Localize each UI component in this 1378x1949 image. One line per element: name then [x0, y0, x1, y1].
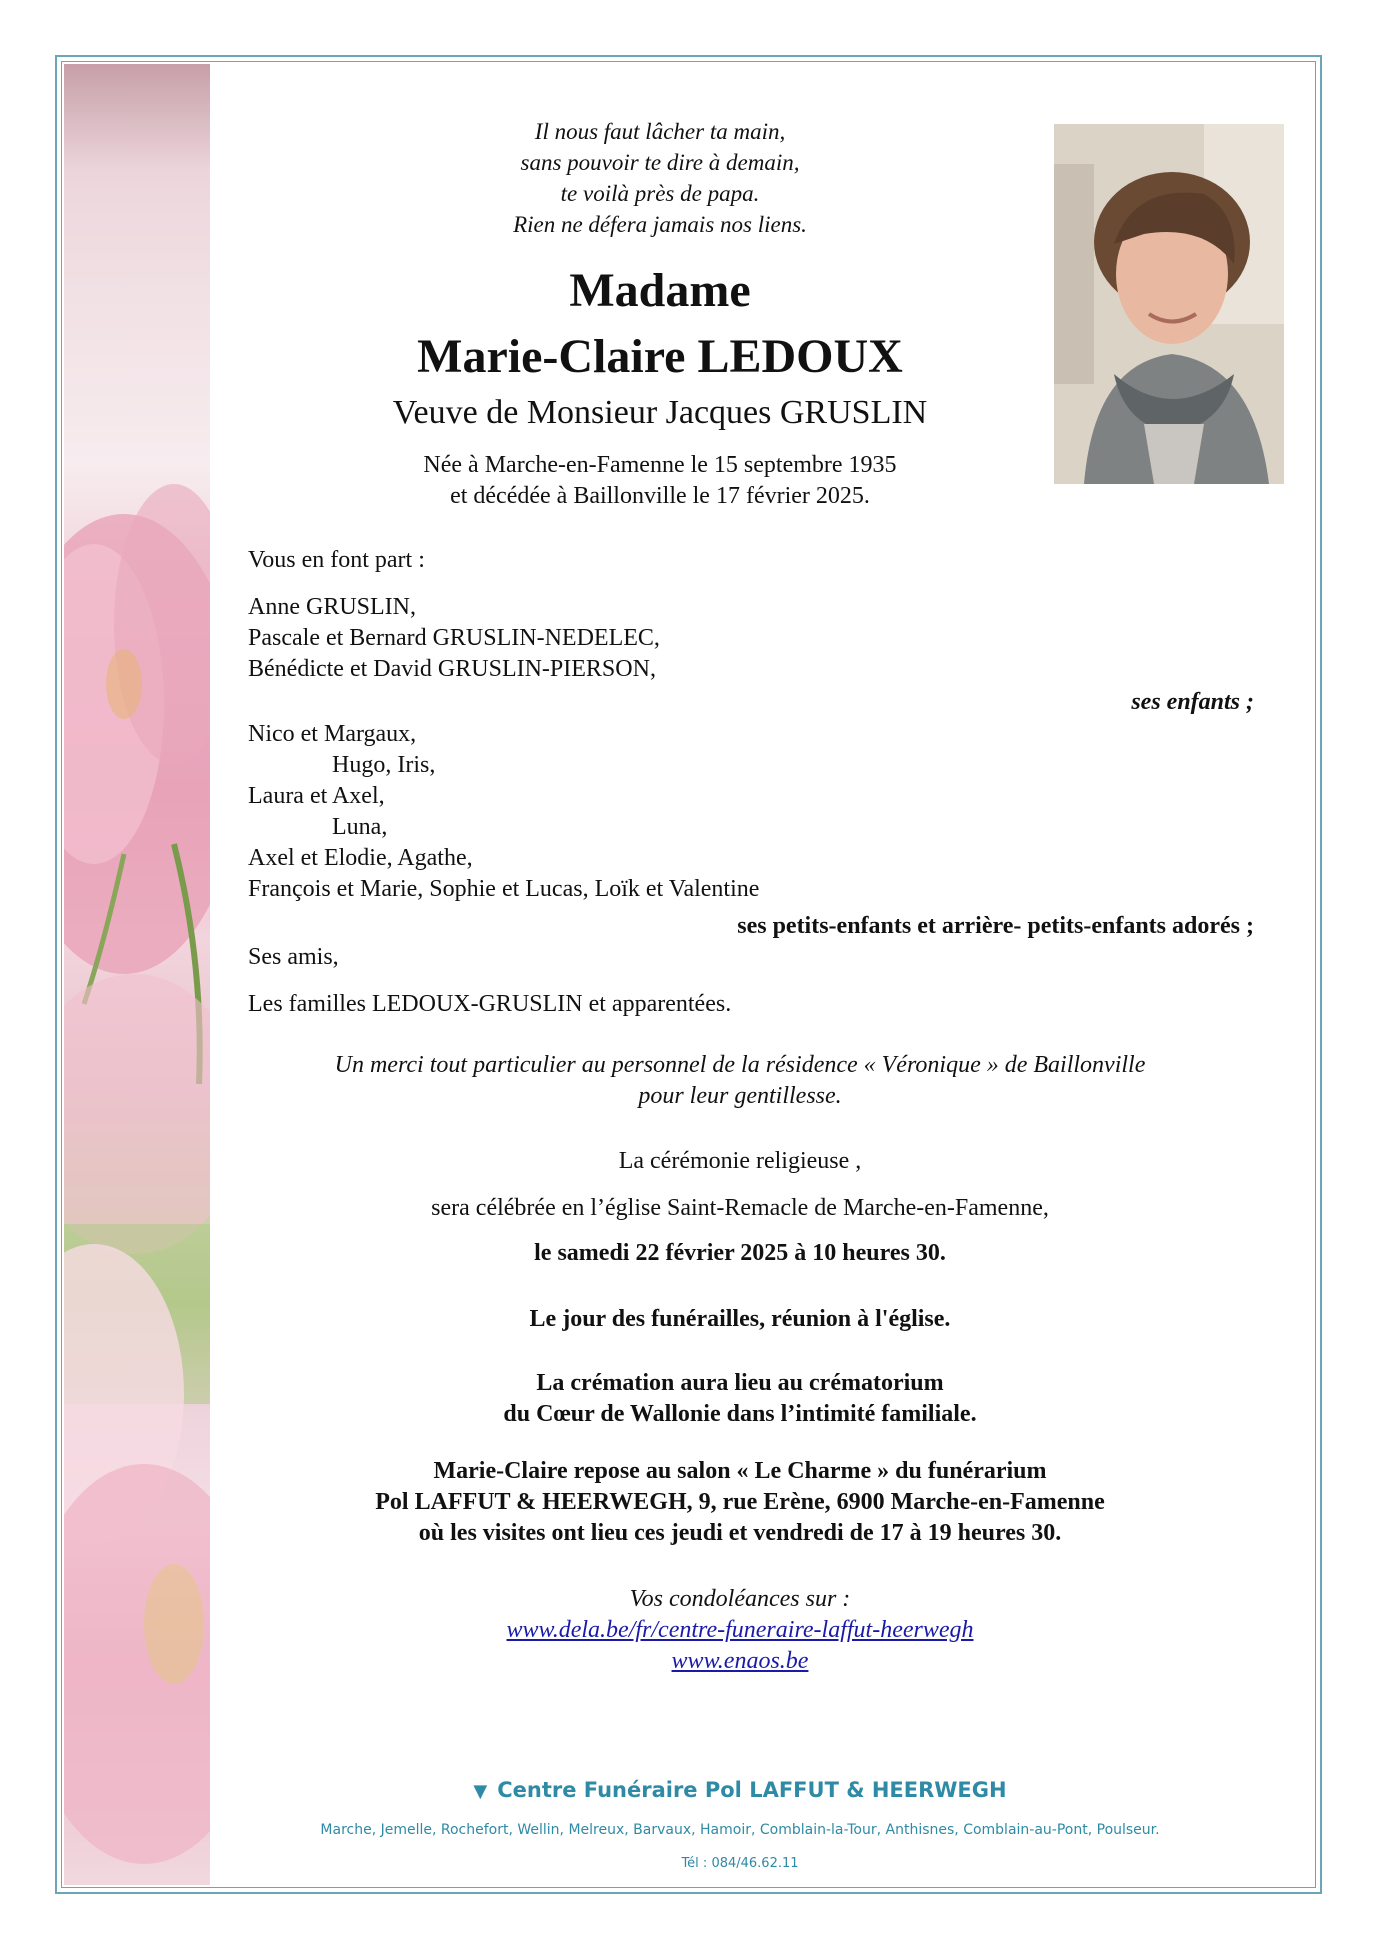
- birth-line: Née à Marche-en-Famenne le 15 septembre 1935: [423, 452, 897, 478]
- poem-line: Il nous faut lâcher ta main,: [534, 119, 786, 144]
- grandchild-line: Luna,: [332, 814, 388, 840]
- grandchild-line: Nico et Margaux,: [248, 721, 417, 747]
- death-line: et décédée à Baillonville le 17 février 2025.: [450, 483, 870, 509]
- portrait-illustration: [1054, 124, 1284, 484]
- condolences-link-1-wrap: [230, 1615, 1250, 1648]
- footer-company-name: Centre Funéraire Pol LAFFUT & HEERWEGH: [497, 1778, 1007, 1802]
- poem-line: sans pouvoir te dire à demain,: [520, 150, 800, 175]
- floral-strip-image: [64, 64, 210, 1885]
- poem-line: Rien ne défera jamais nos liens.: [513, 212, 807, 237]
- condolences-link-dela[interactable]: www.dela.be/fr/centre-funeraire-laffut-heerwegh: [506, 1617, 974, 1643]
- ceremony-line-2: sera célébrée en l’église Saint-Remacle de Marche-en-Famenne,: [431, 1195, 1049, 1221]
- poem: [420, 116, 900, 240]
- deceased-name: Marie-Claire LEDOUX: [417, 330, 903, 383]
- condolences-link-2-wrap: [230, 1646, 1250, 1679]
- thanks-line: Un merci tout particulier au personnel de la résidence « Véronique » de Baillonville: [334, 1052, 1146, 1078]
- visits-note: [230, 1456, 1250, 1549]
- announce-intro: Vous en font part :: [248, 547, 425, 573]
- grandchild-line: Axel et Elodie, Agathe,: [248, 845, 473, 871]
- visits-line: où les visites ont lieu ces jeudi et vendredi de 17 à 19 heures 30.: [418, 1520, 1062, 1546]
- cremation-line: La crémation aura lieu au crématorium: [536, 1370, 944, 1396]
- portrait-photo: [1054, 124, 1284, 484]
- footer-company: [230, 1776, 1250, 1806]
- visits-line: Pol LAFFUT & HEERWEGH, 9, rue Erène, 6900 Marche-en-Famenne: [375, 1489, 1105, 1515]
- grandchildren-label: ses petits-enfants et arrière- petits-enfants adorés ;: [737, 913, 1254, 939]
- funeral-meeting: Le jour des funérailles, réunion à l'église.: [529, 1306, 951, 1332]
- footer-locations: Marche, Jemelle, Rochefort, Wellin, Melreux, Barvaux, Hamoir, Comblain-la-Tour, Anthisnes, Comblain-au-Pont, Poulseur.: [320, 1822, 1160, 1838]
- cremation-note: [230, 1368, 1250, 1430]
- children-list: [248, 592, 660, 685]
- child-name: Pascale et Bernard GRUSLIN-NEDELEC,: [248, 625, 660, 651]
- cremation-line: du Cœur de Wallonie dans l’intimité familiale.: [503, 1401, 977, 1427]
- condolences-link-enaos[interactable]: www.enaos.be: [671, 1648, 809, 1674]
- poppy-flowers-illustration: [64, 64, 210, 1885]
- friends-line: Ses amis,: [248, 944, 339, 970]
- triangle-down-icon: ▼: [473, 1781, 488, 1802]
- footer-phone: Tél : 084/46.62.11: [681, 1856, 799, 1871]
- ceremony-date: le samedi 22 février 2025 à 10 heures 30.: [534, 1240, 946, 1266]
- ceremony-line-1: La cérémonie religieuse ,: [618, 1148, 862, 1174]
- poem-line: te voilà près de papa.: [560, 181, 760, 206]
- grandchild-line: Laura et Axel,: [248, 783, 385, 809]
- deceased-title: Madame: [569, 264, 751, 317]
- grandchild-line: Hugo, Iris,: [332, 752, 436, 778]
- grandchild-line: François et Marie, Sophie et Lucas, Loïk et Valentine: [248, 876, 760, 902]
- children-label: ses enfants ;: [1131, 689, 1254, 715]
- visits-line: Marie-Claire repose au salon « Le Charme » du funérarium: [433, 1458, 1047, 1484]
- thanks-line: pour leur gentillesse.: [638, 1083, 842, 1109]
- condolences-label: Vos condoléances sur :: [629, 1586, 851, 1612]
- thanks-note: [230, 1050, 1250, 1112]
- spouse-line: Veuve de Monsieur Jacques GRUSLIN: [392, 394, 928, 431]
- child-name: Bénédicte et David GRUSLIN-PIERSON,: [248, 656, 656, 682]
- families-line: Les familles LEDOUX-GRUSLIN et apparentées.: [248, 991, 732, 1017]
- grandchildren-list: [248, 719, 759, 905]
- child-name: Anne GRUSLIN,: [248, 594, 416, 620]
